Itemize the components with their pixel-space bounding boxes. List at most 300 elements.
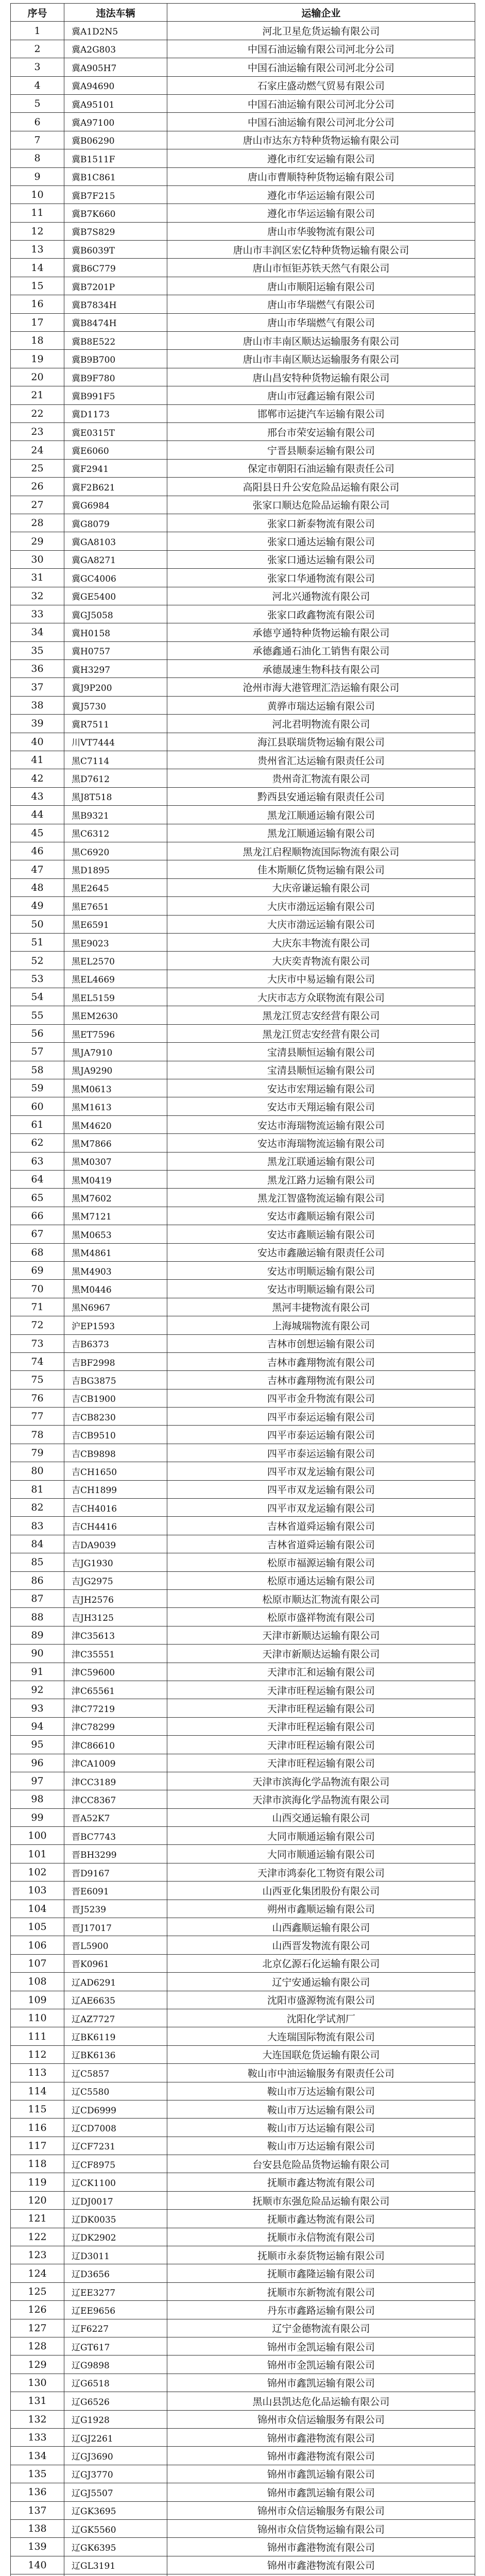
row-vehicle: 黑M0613 — [64, 1079, 167, 1097]
row-vehicle: 黑EL5159 — [64, 988, 167, 1006]
row-index: 92 — [11, 1681, 64, 1699]
table-row — [11, 1389, 475, 1407]
row-vehicle: 冀A95101 — [64, 94, 167, 112]
row-vehicle: 辽C5580 — [64, 2082, 167, 2100]
row-index: 125 — [11, 2282, 64, 2300]
row-vehicle: 冀B6C779 — [64, 259, 167, 277]
row-vehicle: 津CC8367 — [64, 1790, 167, 1808]
row-vehicle: 黑M7866 — [64, 1134, 167, 1152]
table-row — [11, 878, 475, 896]
row-company: 北京亿源石化运输有限公司 — [167, 1954, 475, 1972]
table-row — [11, 1517, 475, 1535]
table-row — [11, 2392, 475, 2410]
row-index: 27 — [11, 496, 64, 514]
row-index: 105 — [11, 1918, 64, 1936]
row-company: 抚顺市鑫达物流有限公司 — [167, 2173, 475, 2191]
row-company: 四平市双龙运输有限公司 — [167, 1499, 475, 1517]
table-row — [11, 769, 475, 787]
table-row — [11, 2410, 475, 2428]
table-row — [11, 952, 475, 970]
header-index: 序号 — [11, 4, 64, 22]
row-vehicle: 黑M1613 — [64, 1097, 167, 1115]
table-header-row — [11, 4, 475, 22]
row-vehicle: 辽BK6136 — [64, 2045, 167, 2063]
table-row — [11, 678, 475, 696]
row-index: 50 — [11, 915, 64, 933]
row-company: 邢台市荣安运输有限公司 — [167, 422, 475, 440]
row-company: 沈阳市盛源物流有限公司 — [167, 1991, 475, 2009]
row-index: 48 — [11, 878, 64, 896]
table-row — [11, 1444, 475, 1462]
table-row — [11, 2483, 475, 2501]
row-vehicle: 吉BG3875 — [64, 1371, 167, 1389]
row-index: 135 — [11, 2465, 64, 2483]
table-row — [11, 1772, 475, 1790]
row-company: 吉林市鑫翔物流有限公司 — [167, 1371, 475, 1389]
row-company: 佳木斯顺亿货物运输有限公司 — [167, 860, 475, 878]
row-index: 38 — [11, 696, 64, 714]
row-company: 张家口顺达危险品运输有限公司 — [167, 496, 475, 514]
row-vehicle: 冀B9F780 — [64, 368, 167, 386]
row-company: 天津市旺程运输有限公司 — [167, 1736, 475, 1754]
table-row — [11, 58, 475, 76]
row-vehicle: 辽G6526 — [64, 2392, 167, 2410]
table-row — [11, 1936, 475, 1954]
row-company: 承德晟速生物科技有限公司 — [167, 660, 475, 678]
table-row — [11, 2137, 475, 2155]
row-index: 13 — [11, 241, 64, 259]
row-company: 锦州市鑫港物流有限公司 — [167, 2447, 475, 2465]
row-index: 140 — [11, 2556, 64, 2574]
table-row — [11, 313, 475, 331]
row-company: 承德鑫通石油化工销售有限公司 — [167, 641, 475, 659]
row-company: 黑山县凯达危化品运输有限公司 — [167, 2392, 475, 2410]
table-row — [11, 167, 475, 185]
row-index: 138 — [11, 2519, 64, 2537]
row-vehicle: 冀H0158 — [64, 623, 167, 641]
table-row — [11, 2447, 475, 2465]
table-row — [11, 1189, 475, 1207]
row-vehicle: 辽F6227 — [64, 2319, 167, 2337]
row-index: 80 — [11, 1462, 64, 1480]
row-company: 唐山市达东方特种货物运输有限公司 — [167, 131, 475, 149]
table-row — [11, 1207, 475, 1225]
row-vehicle: 冀GJ5058 — [64, 605, 167, 623]
row-company: 天津市旺程运输有限公司 — [167, 1699, 475, 1717]
row-vehicle: 冀GA8271 — [64, 550, 167, 568]
row-vehicle: 冀E6060 — [64, 441, 167, 459]
row-company: 天津市滨海化学品物流有限公司 — [167, 1772, 475, 1790]
row-vehicle: 吉JG1930 — [64, 1553, 167, 1571]
row-vehicle: 冀D1173 — [64, 404, 167, 422]
row-index: 2 — [11, 40, 64, 58]
table-row — [11, 1553, 475, 1571]
row-vehicle: 晋BC7743 — [64, 1827, 167, 1845]
row-index: 42 — [11, 769, 64, 787]
table-row — [11, 569, 475, 587]
row-company: 四平市泰运运输有限公司 — [167, 1426, 475, 1444]
table-row — [11, 1462, 475, 1480]
table-row — [11, 1608, 475, 1626]
row-vehicle: 冀A905H7 — [64, 58, 167, 76]
row-index: 83 — [11, 1517, 64, 1535]
row-company: 黑河丰捷物流有限公司 — [167, 1298, 475, 1316]
row-index: 56 — [11, 1024, 64, 1042]
row-index: 139 — [11, 2538, 64, 2556]
row-company: 辽宁安通运输有限公司 — [167, 1973, 475, 1991]
row-vehicle: 冀E0315T — [64, 422, 167, 440]
row-company: 松原市盛祥物流有限公司 — [167, 1608, 475, 1626]
row-company: 唐山市华骏物流有限公司 — [167, 222, 475, 240]
row-company: 四平市双龙运输有限公司 — [167, 1462, 475, 1480]
table-row — [11, 1171, 475, 1189]
row-vehicle: 黑M0307 — [64, 1152, 167, 1170]
table-row — [11, 1535, 475, 1553]
row-company: 大庆市渤远运输有限公司 — [167, 897, 475, 915]
row-index: 39 — [11, 715, 64, 733]
table-row — [11, 1571, 475, 1589]
row-index: 32 — [11, 587, 64, 605]
row-vehicle: 冀B7K660 — [64, 204, 167, 222]
table-row — [11, 2501, 475, 2519]
row-index: 10 — [11, 185, 64, 204]
row-vehicle: 吉CH1650 — [64, 1462, 167, 1480]
table-row — [11, 970, 475, 988]
table-row — [11, 2538, 475, 2556]
row-vehicle: 辽DJ0017 — [64, 2191, 167, 2209]
table-row — [11, 751, 475, 769]
row-index: 128 — [11, 2337, 64, 2355]
table-row — [11, 259, 475, 277]
row-vehicle: 黑E7651 — [64, 897, 167, 915]
row-vehicle: 辽GK5560 — [64, 2519, 167, 2537]
row-vehicle: 冀G8079 — [64, 514, 167, 532]
row-vehicle: 冀B7S829 — [64, 222, 167, 240]
row-company: 天津市新顺达运输有限公司 — [167, 1626, 475, 1644]
table-row — [11, 1754, 475, 1772]
row-company: 黑龙江联通运输有限公司 — [167, 1152, 475, 1170]
row-company: 黑龙江启程顺物流国际物流有限公司 — [167, 842, 475, 860]
row-vehicle: 晋K0961 — [64, 1954, 167, 1972]
table-row — [11, 1043, 475, 1061]
row-company: 抚顺市永信物流有限公司 — [167, 2228, 475, 2246]
row-vehicle: 冀B8E522 — [64, 332, 167, 350]
row-vehicle: 冀B1C861 — [64, 167, 167, 185]
row-vehicle: 冀G6984 — [64, 496, 167, 514]
row-index: 1 — [11, 22, 64, 40]
row-company: 锦州市金凯运输有限公司 — [167, 2337, 475, 2355]
row-index: 104 — [11, 1900, 64, 1918]
row-vehicle: 吉DA9039 — [64, 1535, 167, 1553]
row-vehicle: 吉CH1899 — [64, 1480, 167, 1498]
row-vehicle: 吉CB9510 — [64, 1426, 167, 1444]
row-vehicle: 冀A97100 — [64, 113, 167, 131]
table-row — [11, 22, 475, 40]
row-index: 134 — [11, 2447, 64, 2465]
row-company: 唐山市丰南区顺达运输服务有限公司 — [167, 332, 475, 350]
table-row — [11, 1280, 475, 1298]
row-company: 大连国联危货运输有限公司 — [167, 2045, 475, 2063]
row-company: 锦州市众信运输服务有限公司 — [167, 2501, 475, 2519]
row-company: 宁晋县顺泰运输有限公司 — [167, 441, 475, 459]
row-company: 大同市顺通运输有限公司 — [167, 1845, 475, 1863]
row-company: 唐山市曹顺特种货物运输有限公司 — [167, 167, 475, 185]
table-row — [11, 149, 475, 167]
row-vehicle: 黑M0446 — [64, 1280, 167, 1298]
table-row — [11, 1079, 475, 1097]
row-index: 97 — [11, 1772, 64, 1790]
row-index: 98 — [11, 1790, 64, 1808]
row-company: 黑龙江贸志安经营有限公司 — [167, 1024, 475, 1042]
table-row — [11, 733, 475, 751]
table-row — [11, 1408, 475, 1426]
row-vehicle: 黑D7612 — [64, 769, 167, 787]
row-index: 30 — [11, 550, 64, 568]
row-vehicle: 辽AD6291 — [64, 1973, 167, 1991]
table-row — [11, 478, 475, 496]
row-vehicle: 辽CF7231 — [64, 2137, 167, 2155]
row-index: 101 — [11, 1845, 64, 1863]
row-vehicle: 冀B6039T — [64, 241, 167, 259]
row-company: 吉林市创想运输有限公司 — [167, 1334, 475, 1352]
row-company: 大庆市渤远运输有限公司 — [167, 915, 475, 933]
row-company: 承德亨通特种货物运输有限公司 — [167, 623, 475, 641]
row-company: 安达市天翔运输有限公司 — [167, 1097, 475, 1115]
row-index: 3 — [11, 58, 64, 76]
row-index: 127 — [11, 2319, 64, 2337]
row-vehicle: 黑EL2570 — [64, 952, 167, 970]
table-row — [11, 1991, 475, 2009]
table-row — [11, 441, 475, 459]
row-company: 黑龙江智盛物流运输有限公司 — [167, 1189, 475, 1207]
row-index: 111 — [11, 2027, 64, 2045]
table-row — [11, 2264, 475, 2282]
row-index: 85 — [11, 1553, 64, 1571]
row-vehicle — [64, 2574, 167, 2576]
row-company: 山西晋发物流有限公司 — [167, 1936, 475, 1954]
row-vehicle: 黑E9023 — [64, 933, 167, 951]
table-row — [11, 1352, 475, 1370]
table-row — [11, 532, 475, 550]
row-company: 锦州市鑫凯运输有限公司 — [167, 2483, 475, 2501]
row-index: 41 — [11, 751, 64, 769]
row-company: 中国石油运输有限公司河北分公司 — [167, 58, 475, 76]
table-row — [11, 2246, 475, 2264]
row-company: 天津市新顺达运输有限公司 — [167, 1645, 475, 1663]
row-vehicle: 黑N6967 — [64, 1298, 167, 1316]
table-row — [11, 2301, 475, 2319]
table-row — [11, 1626, 475, 1644]
row-vehicle: 黑C7114 — [64, 751, 167, 769]
row-index: 87 — [11, 1589, 64, 1607]
table-row — [11, 1845, 475, 1863]
row-company: 山西亚化集团股份有限公司 — [167, 1882, 475, 1900]
row-company: 抚顺市鑫隆运输有限公司 — [167, 2264, 475, 2282]
row-index: 46 — [11, 842, 64, 860]
row-vehicle: 辽EE3277 — [64, 2282, 167, 2300]
row-company: 中国石油运输有限公司河北分公司 — [167, 40, 475, 58]
row-index: 81 — [11, 1480, 64, 1498]
row-vehicle: 辽AE6635 — [64, 1991, 167, 2009]
row-index: 130 — [11, 2374, 64, 2392]
row-index: 37 — [11, 678, 64, 696]
row-company: 四平市双龙运输有限公司 — [167, 1480, 475, 1498]
row-company: 鞍山市万达运输有限公司 — [167, 2119, 475, 2137]
row-company: 沧州市海大港管理汇浩运输有限公司 — [167, 678, 475, 696]
table-row — [11, 496, 475, 514]
row-company: 鞍山市万达运输有限公司 — [167, 2137, 475, 2155]
row-index: 52 — [11, 952, 64, 970]
row-vehicle: 川VT7444 — [64, 733, 167, 751]
row-index: 49 — [11, 897, 64, 915]
row-index: 33 — [11, 605, 64, 623]
table-row — [11, 2009, 475, 2027]
row-vehicle: 黑C6312 — [64, 824, 167, 842]
row-index: 77 — [11, 1408, 64, 1426]
table-row — [11, 295, 475, 313]
table-row — [11, 2045, 475, 2063]
table-row — [11, 1882, 475, 1900]
row-company: 天津市旺程运输有限公司 — [167, 1681, 475, 1699]
table-row — [11, 860, 475, 878]
row-index: 86 — [11, 1571, 64, 1589]
row-index: 121 — [11, 2210, 64, 2228]
row-vehicle: 晋A52K7 — [64, 1808, 167, 1826]
row-vehicle: 辽BK6119 — [64, 2027, 167, 2045]
row-vehicle: 冀B8474H — [64, 313, 167, 331]
row-index: 47 — [11, 860, 64, 878]
table-row — [11, 2064, 475, 2082]
row-vehicle: 辽D3011 — [64, 2246, 167, 2264]
row-company: 大庆市志方众联物流有限公司 — [167, 988, 475, 1006]
row-vehicle: 冀B7F215 — [64, 185, 167, 204]
row-company: 黑龙江顺通运输有限公司 — [167, 824, 475, 842]
row-company: 天津市鸿泰化工物资有限公司 — [167, 1863, 475, 1881]
table-row — [11, 2173, 475, 2191]
row-vehicle: 冀B7201P — [64, 277, 167, 295]
row-company: 黔西县安通运输有限责任公司 — [167, 787, 475, 805]
row-company: 大庆市中易运输有限公司 — [167, 970, 475, 988]
row-company: 宝清县顺恒运输有限公司 — [167, 1061, 475, 1079]
row-index: 136 — [11, 2483, 64, 2501]
row-index: 62 — [11, 1134, 64, 1152]
table-row — [11, 76, 475, 94]
row-index: 133 — [11, 2428, 64, 2446]
row-company: 河北卫星危货运输有限公司 — [167, 22, 475, 40]
table-row — [11, 2027, 475, 2045]
row-index: 132 — [11, 2410, 64, 2428]
row-company: 海江县联瑞货物运输有限公司 — [167, 733, 475, 751]
table-row — [11, 422, 475, 440]
row-index: 26 — [11, 478, 64, 496]
row-vehicle: 冀B06290 — [64, 131, 167, 149]
row-company: 张家口新泰物流有限公司 — [167, 514, 475, 532]
row-index: 6 — [11, 113, 64, 131]
header-vehicle: 违法车辆 — [64, 4, 167, 22]
row-company: 辽宁金德物流有限公司 — [167, 2319, 475, 2337]
row-company: 安达市鑫顺运输有限公司 — [167, 1207, 475, 1225]
row-index: 91 — [11, 1663, 64, 1681]
row-index: 64 — [11, 1171, 64, 1189]
table-row — [11, 1808, 475, 1826]
row-vehicle: 黑JA9290 — [64, 1061, 167, 1079]
row-index: 9 — [11, 167, 64, 185]
row-index: 117 — [11, 2137, 64, 2155]
table-row — [11, 1061, 475, 1079]
row-vehicle: 辽CD6999 — [64, 2100, 167, 2118]
table-row — [11, 204, 475, 222]
row-company: 沈阳化学试剂厂 — [167, 2009, 475, 2027]
row-vehicle: 辽G9898 — [64, 2355, 167, 2374]
row-company: 安达市鑫融运输有限责任公司 — [167, 1243, 475, 1261]
row-index: 115 — [11, 2100, 64, 2118]
table-row — [11, 1152, 475, 1170]
row-index: 21 — [11, 386, 64, 404]
row-index: 17 — [11, 313, 64, 331]
row-company: 唐山市华瑞燃气有限公司 — [167, 295, 475, 313]
row-index: 103 — [11, 1882, 64, 1900]
row-vehicle: 冀B7834H — [64, 295, 167, 313]
row-company: 台安县危险品货物运输有限公司 — [167, 2155, 475, 2173]
row-company: 抚顺市东新物流有限公司 — [167, 2282, 475, 2300]
row-index: 20 — [11, 368, 64, 386]
row-vehicle: 晋L5900 — [64, 1936, 167, 1954]
row-company: 黑龙江路力运输有限公司 — [167, 1171, 475, 1189]
table-row — [11, 824, 475, 842]
row-index: 24 — [11, 441, 64, 459]
row-company: 锦州市众信货物运输有限公司 — [167, 2519, 475, 2537]
row-vehicle: 辽DK2902 — [64, 2228, 167, 2246]
row-index: 51 — [11, 933, 64, 951]
table-row — [11, 1371, 475, 1389]
row-company: 安达市宏翔运输有限公司 — [167, 1079, 475, 1097]
row-company: 黄骅市瑞达运输有限公司 — [167, 696, 475, 714]
row-vehicle: 辽DK0035 — [64, 2210, 167, 2228]
row-index: 123 — [11, 2246, 64, 2264]
row-index: 107 — [11, 1954, 64, 1972]
row-company: 遵化市华运运输有限公司 — [167, 204, 475, 222]
row-vehicle: 黑C6920 — [64, 842, 167, 860]
row-index: 35 — [11, 641, 64, 659]
row-company: 唐山市丰润区宏亿特种货物运输有限公司 — [167, 241, 475, 259]
row-index: 28 — [11, 514, 64, 532]
row-index: 96 — [11, 1754, 64, 1772]
row-company: 吉林省道舜运输有限公司 — [167, 1517, 475, 1535]
row-company: 唐山市顺阳运输有限公司 — [167, 277, 475, 295]
row-vehicle: 辽CK1100 — [64, 2173, 167, 2191]
row-index: 113 — [11, 2064, 64, 2082]
row-vehicle: 津CC3189 — [64, 1772, 167, 1790]
row-vehicle: 晋J17017 — [64, 1918, 167, 1936]
row-vehicle: 辽CF8975 — [64, 2155, 167, 2173]
table-row — [11, 222, 475, 240]
table-row — [11, 2082, 475, 2100]
row-vehicle: 冀GA8103 — [64, 532, 167, 550]
row-company: 大庆东丰物流有限公司 — [167, 933, 475, 951]
row-company: 安达市明顺运输有限公司 — [167, 1280, 475, 1298]
row-vehicle: 冀B1511F — [64, 149, 167, 167]
row-company: 遵化市华运运输有限公司 — [167, 185, 475, 204]
row-company: 大同市顺通运输有限公司 — [167, 1827, 475, 1845]
row-company: 吉林市鑫翔物流有限公司 — [167, 1352, 475, 1370]
row-company: 贵州省汇达运输有限责任公司 — [167, 751, 475, 769]
row-vehicle: 黑M4861 — [64, 1243, 167, 1261]
row-index: 54 — [11, 988, 64, 1006]
table-row — [11, 514, 475, 532]
row-company: 大庆帝谦运输有限公司 — [167, 878, 475, 896]
table-row — [11, 1298, 475, 1316]
row-vehicle: 黑E6591 — [64, 915, 167, 933]
